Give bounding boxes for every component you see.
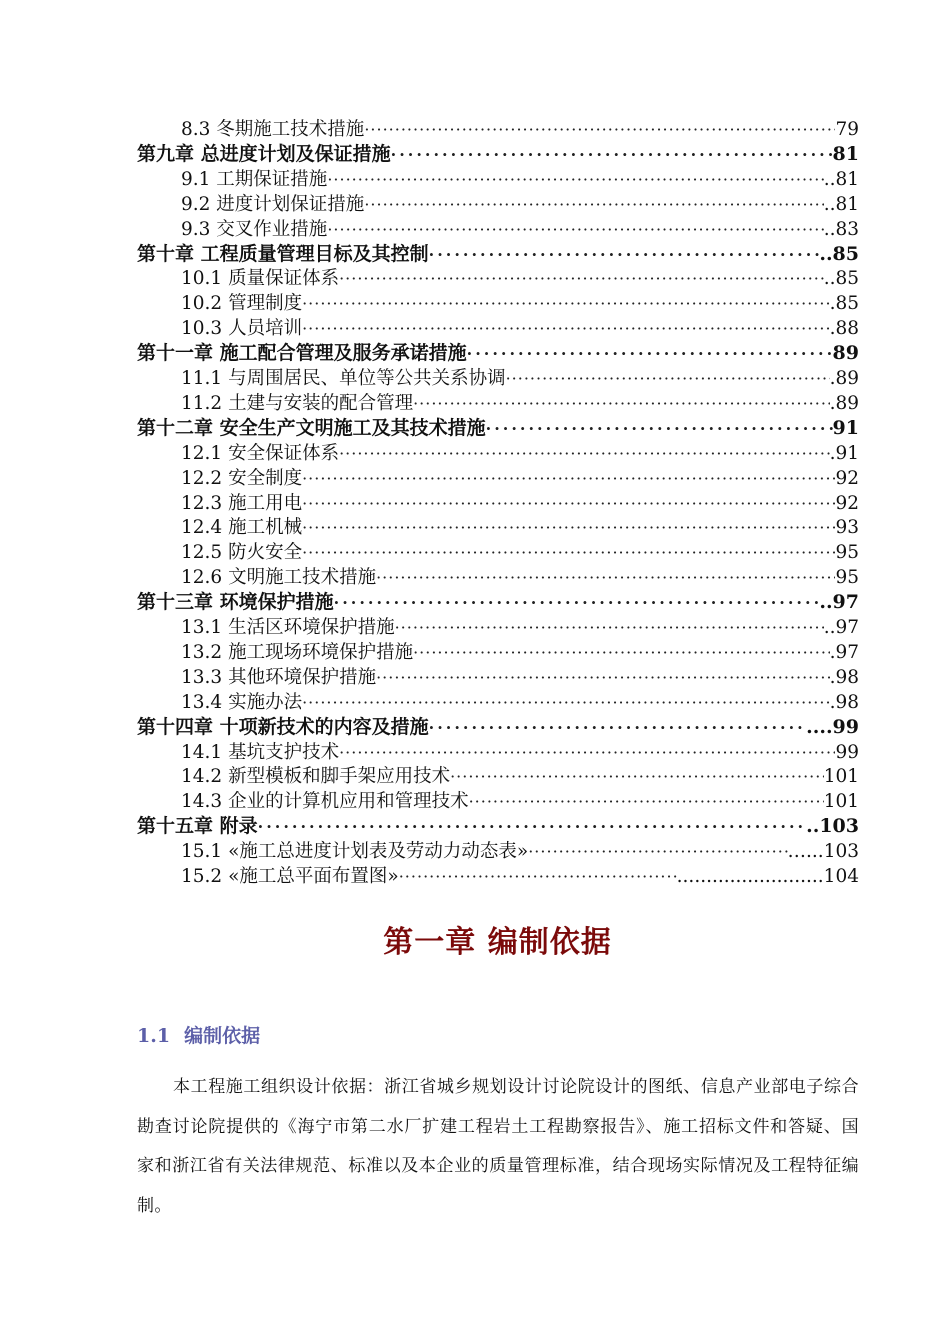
toc-section-entry bbox=[181, 266, 859, 291]
toc-entry-title: 14.1 基坑支护技术 bbox=[181, 741, 340, 763]
toc-leader-dots bbox=[376, 665, 830, 690]
toc-page-number: ..81 bbox=[823, 193, 859, 215]
toc-leader-dots bbox=[339, 441, 830, 466]
toc-section-entry bbox=[181, 515, 859, 540]
toc-leader-dots bbox=[302, 515, 835, 540]
toc-page-number: ..85 bbox=[823, 268, 859, 290]
toc-leader-dots bbox=[302, 491, 835, 516]
toc-entry-title: 10.1 质量保证体系 bbox=[181, 268, 340, 290]
toc-page-number: 79 bbox=[835, 119, 859, 140]
toc-section-entry bbox=[181, 391, 859, 416]
toc-leader-dots bbox=[429, 715, 806, 740]
toc-section-entry bbox=[181, 117, 859, 142]
toc-entry-title: 12.4 施工机械 bbox=[181, 517, 303, 539]
toc-chapter-entry bbox=[137, 814, 859, 839]
toc-leader-dots bbox=[327, 217, 823, 242]
toc-leader-dots bbox=[327, 167, 823, 192]
toc-page-number: 101 bbox=[823, 766, 859, 788]
toc-entry-title: 12.5 防火安全 bbox=[181, 542, 303, 564]
toc-page-number: .89 bbox=[829, 392, 859, 414]
toc-entry-title: 第十章 工程质量管理目标及其控制 bbox=[137, 242, 429, 265]
toc-section-entry bbox=[181, 640, 859, 665]
toc-section-entry bbox=[181, 441, 859, 466]
toc-leader-dots bbox=[399, 864, 677, 889]
toc-leader-dots bbox=[302, 540, 835, 565]
toc-leader-dots bbox=[376, 565, 835, 590]
toc-chapter-entry bbox=[137, 142, 859, 167]
toc-page-number: 91 bbox=[832, 416, 859, 439]
toc-page-number: .98 bbox=[829, 666, 859, 688]
toc-page-number: …...103 bbox=[787, 841, 859, 863]
toc-leader-dots bbox=[302, 316, 830, 341]
toc-page-number: .89 bbox=[829, 368, 859, 389]
toc-entry-title: 9.2 进度计划保证措施 bbox=[181, 193, 365, 215]
toc-entry-title: 15.2 «施工总平面布置图» bbox=[181, 866, 399, 887]
toc-section-entry bbox=[181, 565, 859, 590]
toc-entry-title: 第十二章 安全生产文明施工及其技术措施 bbox=[137, 416, 486, 439]
toc-entry-title: 15.1 «施工总进度计划表及劳动力动态表» bbox=[181, 841, 529, 863]
toc-entry-title: 12.2 安全制度 bbox=[181, 467, 303, 489]
toc-leader-dots bbox=[339, 740, 835, 765]
toc-section-entry bbox=[181, 466, 859, 491]
toc-page-number: .88 bbox=[829, 318, 859, 340]
toc-chapter-entry bbox=[137, 341, 859, 366]
toc-chapter-entry bbox=[137, 242, 859, 267]
toc-page-number: .91 bbox=[829, 442, 859, 464]
toc-section-entry bbox=[181, 764, 859, 789]
toc-entry-title: 第十三章 环境保护措施 bbox=[137, 591, 334, 614]
toc-section-entry bbox=[181, 789, 859, 814]
toc-section-entry bbox=[181, 291, 859, 316]
toc-leader-dots bbox=[528, 839, 787, 864]
toc-leader-dots bbox=[486, 416, 833, 441]
toc-page-number: ....99 bbox=[806, 715, 859, 738]
toc-page-number: ..83 bbox=[823, 218, 859, 240]
toc-chapter-entry bbox=[137, 416, 859, 441]
toc-entry-title: 13.2 施工现场环境保护措施 bbox=[181, 641, 414, 663]
toc-page-number: 92 bbox=[835, 467, 859, 489]
toc-section-entry bbox=[181, 316, 859, 341]
toc-entry-title: 14.3 企业的计算机应用和管理技术 bbox=[181, 791, 469, 813]
toc-leader-dots bbox=[413, 391, 830, 416]
toc-section-entry bbox=[181, 491, 859, 516]
toc-entry-title: 8.3 冬期施工技术措施 bbox=[181, 119, 365, 140]
toc-section-entry bbox=[181, 217, 859, 242]
toc-page-number: ..97 bbox=[823, 617, 859, 638]
toc-entry-title: 11.1 与周围居民、单位等公共关系协调 bbox=[181, 368, 506, 389]
toc-page-number: .97 bbox=[829, 641, 859, 663]
toc-page-number: 95 bbox=[835, 567, 859, 589]
toc-page-number: 81 bbox=[832, 142, 859, 165]
toc-section-entry bbox=[181, 366, 859, 391]
toc-page-number: 92 bbox=[835, 492, 859, 514]
toc-entry-title: 10.3 人员培训 bbox=[181, 318, 303, 340]
toc-leader-dots bbox=[334, 590, 820, 615]
toc-section-entry bbox=[181, 540, 859, 565]
toc-entry-title: 第十一章 施工配合管理及服务承诺措施 bbox=[137, 342, 467, 365]
toc-entry-title: 12.1 安全保证体系 bbox=[181, 442, 340, 464]
toc-page-number: ..97 bbox=[819, 591, 859, 614]
section-number: 1.1 bbox=[137, 1025, 171, 1047]
toc-entry-title: 13.4 实施办法 bbox=[181, 691, 303, 713]
section-heading bbox=[137, 1021, 260, 1048]
toc-leader-dots bbox=[364, 117, 835, 142]
toc-entry-title: 10.2 管理制度 bbox=[181, 293, 303, 315]
toc-entry-title: 13.1 生活区环境保护措施 bbox=[181, 617, 395, 638]
toc-section-entry bbox=[181, 615, 859, 640]
toc-page-number: 99 bbox=[835, 741, 859, 763]
toc-entry-title: 11.2 土建与安装的配合管理 bbox=[181, 392, 414, 414]
toc-leader-dots bbox=[450, 764, 824, 789]
toc-entry-title: 第九章 总进度计划及保证措施 bbox=[137, 142, 391, 165]
toc-page-number: ..85 bbox=[819, 242, 859, 265]
toc-leader-dots bbox=[258, 814, 806, 839]
toc-leader-dots bbox=[302, 291, 830, 316]
body-paragraph: 本工程施工组织设计依据：浙江省城乡规划设计讨论院设计的图纸、信息产业部电子综合勘查讨论院提供的《海宁市第二水厂扩建工程岩土工程勘察报告》、施工招标文件和答疑、国家和浙江省有关法律规范、标准以及本企业的质量管理标准，结合现场实际情况及工程特征编制。 bbox=[137, 1077, 859, 1216]
toc-page-number: 101 bbox=[823, 791, 859, 813]
toc-section-entry bbox=[181, 839, 859, 864]
toc-section-entry bbox=[181, 167, 859, 192]
toc-leader-dots bbox=[429, 242, 820, 267]
toc-leader-dots bbox=[467, 341, 833, 366]
toc-section-entry bbox=[181, 740, 859, 765]
toc-section-entry bbox=[181, 864, 859, 889]
toc-leader-dots bbox=[506, 366, 830, 391]
toc-leader-dots bbox=[339, 266, 824, 291]
toc-leader-dots bbox=[395, 615, 824, 640]
toc-entry-title: 9.3 交叉作业措施 bbox=[181, 218, 328, 240]
toc-section-entry bbox=[181, 665, 859, 690]
toc-section-entry bbox=[181, 690, 859, 715]
toc-leader-dots bbox=[364, 192, 823, 217]
toc-leader-dots bbox=[469, 789, 824, 814]
toc-leader-dots bbox=[302, 690, 830, 715]
toc-entry-title: 第十四章 十项新技术的内容及措施 bbox=[137, 715, 429, 738]
toc-page-number: .........................104 bbox=[676, 866, 859, 887]
toc-page-number: ..103 bbox=[806, 815, 859, 838]
toc-leader-dots bbox=[391, 142, 833, 167]
toc-leader-dots bbox=[302, 466, 835, 491]
toc-entry-title: 14.2 新型模板和脚手架应用技术 bbox=[181, 766, 451, 788]
toc-chapter-entry bbox=[137, 590, 859, 615]
toc-entry-title: 12.3 施工用电 bbox=[181, 492, 303, 514]
toc-entry-title: 第十五章 附录 bbox=[137, 815, 258, 838]
toc-section-entry bbox=[181, 192, 859, 217]
toc-leader-dots bbox=[413, 640, 830, 665]
toc-page-number: .85 bbox=[829, 293, 859, 315]
toc-page-number: 95 bbox=[835, 542, 859, 564]
chapter-title: 第一章 编制依据 bbox=[383, 925, 612, 960]
toc-chapter-entry bbox=[137, 715, 859, 740]
toc-entry-title: 12.6 文明施工技术措施 bbox=[181, 567, 377, 589]
toc-page-number: .98 bbox=[829, 691, 859, 713]
toc-page-number: ..81 bbox=[823, 168, 859, 190]
toc-page-number: 93 bbox=[835, 517, 859, 539]
toc-page-number: 89 bbox=[832, 342, 859, 365]
section-title: 编制依据 bbox=[184, 1025, 261, 1047]
toc-entry-title: 9.1 工期保证措施 bbox=[181, 168, 328, 190]
toc-entry-title: 13.3 其他环境保护措施 bbox=[181, 666, 377, 688]
